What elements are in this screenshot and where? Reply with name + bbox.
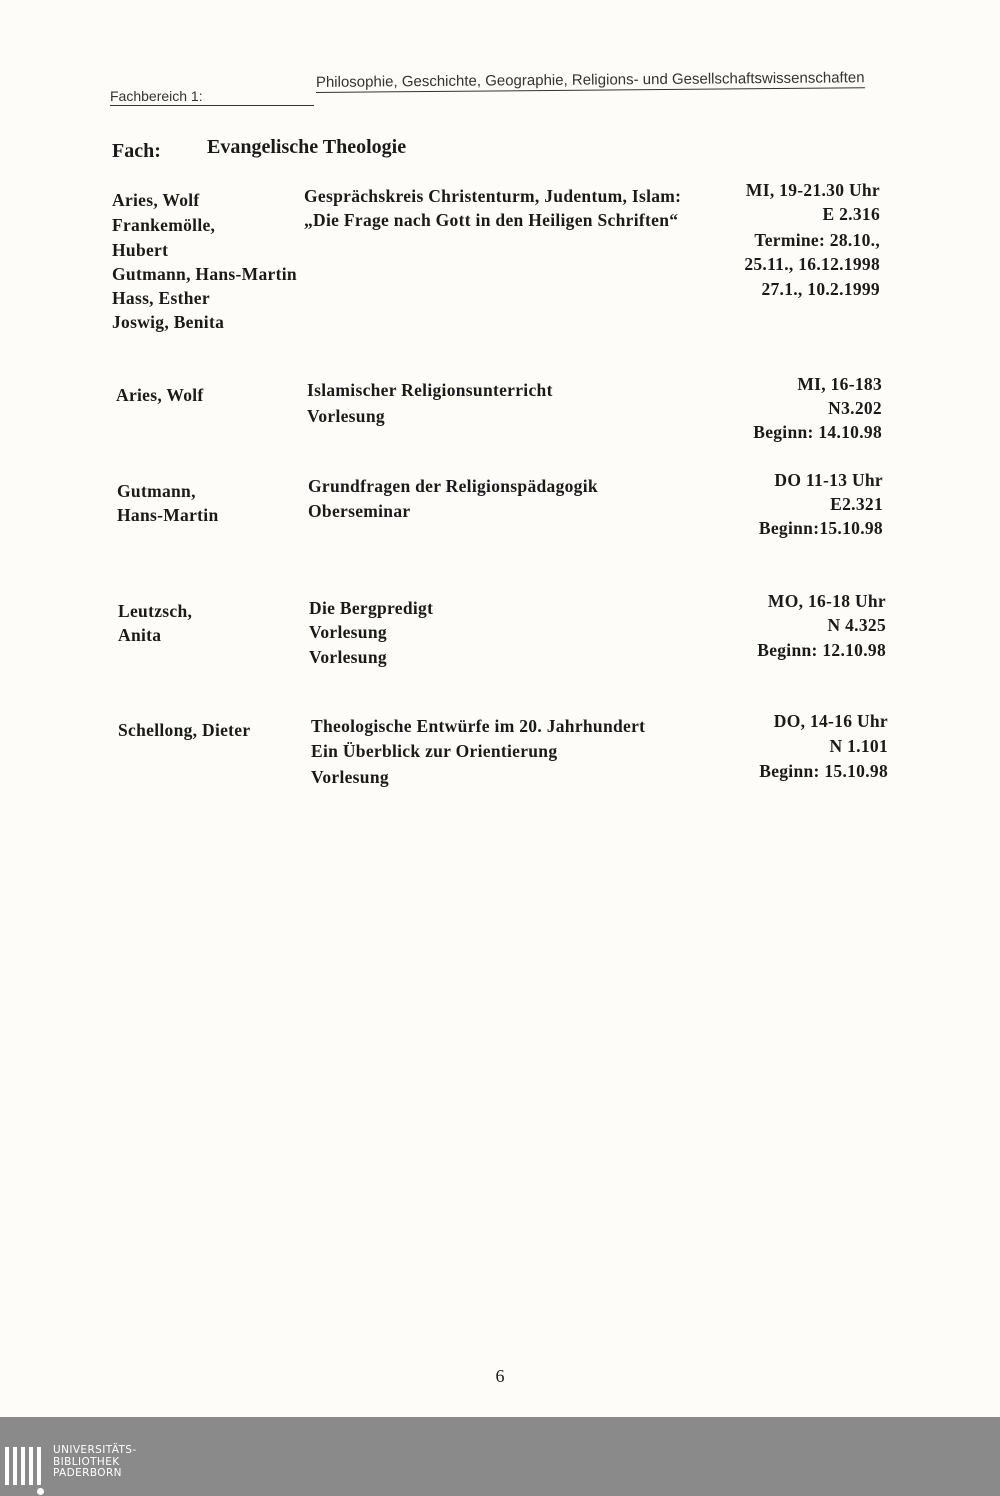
course-instructor: Anita (118, 625, 162, 645)
group-course-subtitle: „Die Frage nach Gott in den Heiligen Schriften“ (304, 210, 679, 230)
course-title: Islamischer Religionsunterricht (307, 380, 553, 400)
course-start: Beginn:15.10.98 (758, 518, 883, 538)
course-instructor: Aries, Wolf (116, 385, 204, 405)
group-instructor: Hubert (112, 240, 169, 260)
library-footer (0, 1417, 1000, 1496)
course-subtitle: Ein Überblick zur Orientierung (311, 741, 558, 761)
department-label: Fachbereich 1: (110, 88, 314, 106)
course-start: Beginn: 12.10.98 (757, 640, 886, 660)
group-course-room: E 2.316 (822, 204, 880, 224)
course-time: MO, 16-18 Uhr (767, 591, 886, 611)
group-instructor: Joswig, Benita (112, 312, 225, 332)
group-course-dates: 27.1., 10.2.1999 (761, 279, 880, 299)
course-room: E2.321 (830, 494, 883, 514)
course-type: Oberseminar (308, 501, 411, 521)
course-instructor: Schellong, Dieter (118, 720, 251, 740)
course-title: Die Bergpredigt (309, 598, 434, 618)
library-name (53, 1445, 137, 1480)
course-room: N 4.325 (827, 615, 886, 635)
group-course-dates: Termine: 28.10., (754, 230, 880, 250)
course-time: DO 11-13 Uhr (774, 470, 883, 490)
course-room: N 1.101 (829, 736, 888, 756)
course-room: N3.202 (828, 398, 882, 418)
group-course-title: Gesprächskreis Christenturm, Judentum, Islam: (304, 186, 682, 206)
course-title: Theologische Entwürfe im 20. Jahrhundert (311, 716, 646, 736)
group-instructor: Hass, Esther (112, 288, 210, 308)
course-instructor: Gutmann, (117, 481, 196, 501)
group-instructor: Gutmann, Hans-Martin (112, 264, 297, 284)
course-instructor: Leutzsch, (118, 601, 193, 621)
department-subjects: Philosophie, Geschichte, Geographie, Religions- und Gesellschaftswissenschaften (315, 69, 865, 92)
course-instructor: Hans-Martin (117, 505, 219, 525)
fach-label: Fach: (112, 140, 161, 162)
library-name-line: UNIVERSITÄTS- (53, 1444, 137, 1456)
course-time: MI, 16-183 (797, 374, 882, 394)
course-start: Beginn: 14.10.98 (753, 422, 882, 442)
group-instructor: Frankemölle, (112, 215, 216, 235)
library-name-line: BIBLIOTHEK (53, 1455, 120, 1468)
library-name-line: PADERBORN (53, 1467, 122, 1479)
course-type: Vorlesung (309, 622, 387, 642)
library-logo-dot (37, 1488, 44, 1495)
page-number: 6 (495, 1366, 505, 1386)
group-instructor: Aries, Wolf (112, 190, 200, 210)
course-start: Beginn: 15.10.98 (759, 761, 888, 781)
course-time: DO, 14-16 Uhr (773, 711, 888, 731)
group-course-time: MI, 19-21.30 Uhr (745, 180, 880, 200)
fach-title: Evangelische Theologie (207, 136, 407, 158)
course-type: Vorlesung (311, 767, 389, 787)
library-logo-icon (5, 1447, 43, 1485)
course-type: Vorlesung (307, 406, 385, 426)
group-course-dates: 25.11., 16.12.1998 (744, 254, 880, 274)
course-title: Grundfragen der Religionspädagogik (308, 476, 598, 496)
course-type: Vorlesung (309, 647, 387, 667)
